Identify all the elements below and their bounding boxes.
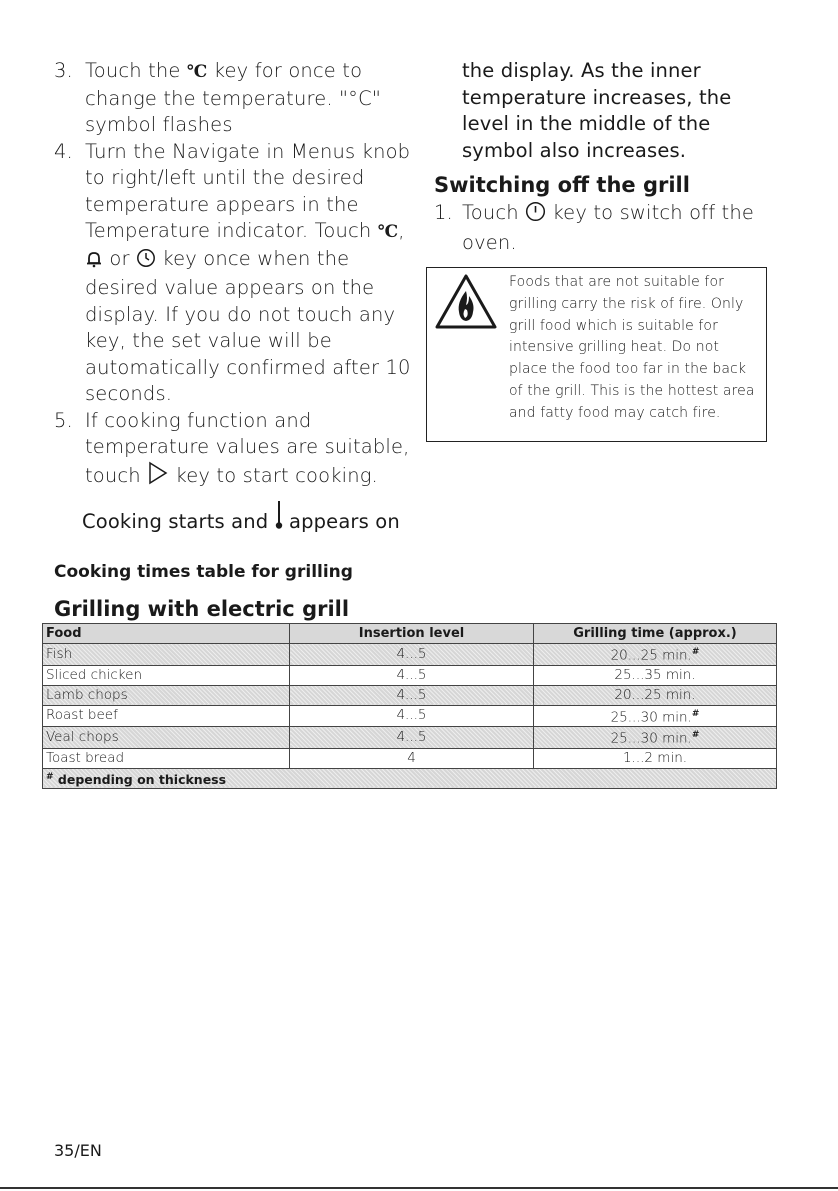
table-header-row <box>43 624 777 644</box>
step-text: or <box>109 246 130 270</box>
table-row <box>43 665 777 685</box>
food-cell: Lamb chops <box>43 685 290 705</box>
fire-warning-box <box>426 267 767 442</box>
step-5 <box>54 408 414 493</box>
celsius-key-icon: ℃ <box>377 222 399 242</box>
step-text: Turn the Navigate in Menus knob to right/left until the desired temperature appears in the Temperature indicator. Touch <box>85 139 411 242</box>
table-title: Grilling with electric grill <box>54 597 350 621</box>
table-row <box>43 644 777 666</box>
column-header: Insertion level <box>290 624 534 644</box>
food-cell: Roast beef <box>43 705 290 727</box>
column-header: Food <box>43 624 290 644</box>
power-icon <box>525 201 546 230</box>
bottom-rule <box>0 1187 838 1189</box>
step-text: key to start cooking. <box>175 463 378 487</box>
level-cell: 4...5 <box>290 727 534 749</box>
food-cell: Fish <box>43 644 290 666</box>
thermometer-icon <box>275 500 283 538</box>
cooking-times-heading: Cooking times table for grilling <box>54 562 353 582</box>
time-cell: 20...25 min. <box>534 685 777 705</box>
continued-text: the display. As the inner temperature increases, the level in the middle of the symbol also increases. <box>462 59 732 162</box>
step-4: 4. Turn the Navigate in Menus knob to right/left until the desired temperature appears in the Temperature indicator. Touch ℃, or key once when the desired value appears on the display. If you do not touch any key, the set value will be automatically confirmed after 10 seconds. <box>54 139 414 408</box>
food-cell: Veal chops <box>43 727 290 749</box>
cooking-starts-text: Cooking starts and appears on <box>54 500 414 538</box>
footnote-mark: # <box>691 708 700 719</box>
table-row <box>43 705 777 727</box>
table-row <box>43 685 777 705</box>
clock-icon <box>136 248 156 276</box>
play-start-icon <box>147 461 169 493</box>
table-row <box>43 727 777 749</box>
step-text: key for once to change the temperature. "°C" symbol flashes <box>85 59 381 136</box>
step-number: 4. <box>54 139 73 163</box>
switch-off-step: 1. Touch key to switch off the oven. <box>434 200 782 256</box>
grilling-table <box>42 623 777 789</box>
table-row <box>43 748 777 768</box>
time-cell: 25...30 min.# <box>534 705 777 727</box>
level-cell: 4...5 <box>290 705 534 727</box>
step-text: Touch the <box>85 59 181 82</box>
footnote-mark: # <box>691 730 700 740</box>
warning-text: Foods that are not suitable for grilling carry the risk of fire. Only grill food which is suitable for intensive grilling heat. Do not place the food too far in the back of the grill. This is the hottest area and fatty food may catch fire. <box>509 274 755 421</box>
column-header: Grilling time (approx.) <box>534 624 777 644</box>
switch-off-heading: Switching off the grill <box>434 173 690 197</box>
step-number: 5. <box>54 408 73 432</box>
fire-warning-icon <box>435 274 497 330</box>
time-cell: 25...35 min. <box>534 665 777 685</box>
step-number: 1. <box>434 201 453 224</box>
time-cell: 20...25 min.# <box>534 644 777 666</box>
level-cell: 4...5 <box>290 685 534 705</box>
page-number: 35/EN <box>54 1141 102 1160</box>
table-footnote-row <box>43 768 777 788</box>
time-cell: 25...30 min.# <box>534 727 777 749</box>
level-cell: 4 <box>290 748 534 768</box>
step-text: key once when the desired value appears on the display. If you do not touch any key, the set value will be automatically confirmed after 10 seconds. <box>85 246 411 405</box>
food-cell: Toast bread <box>43 748 290 768</box>
footnote-mark: # <box>691 647 700 657</box>
step-3 <box>54 58 414 139</box>
left-column <box>54 58 414 538</box>
right-column <box>434 58 782 256</box>
alarm-bell-icon <box>85 249 103 276</box>
celsius-key-icon: ℃ <box>186 62 208 82</box>
level-cell: 4...5 <box>290 644 534 666</box>
footnote-cell: # depending on thickness <box>43 768 777 788</box>
footnote-mark: # <box>46 771 54 782</box>
food-cell: Sliced chicken <box>43 665 290 685</box>
level-cell: 4...5 <box>290 665 534 685</box>
step-number: 3. <box>54 59 73 82</box>
time-cell: 1...2 min. <box>534 748 777 768</box>
step-text: If cooking function and temperature values are suitable, touch <box>85 408 410 487</box>
